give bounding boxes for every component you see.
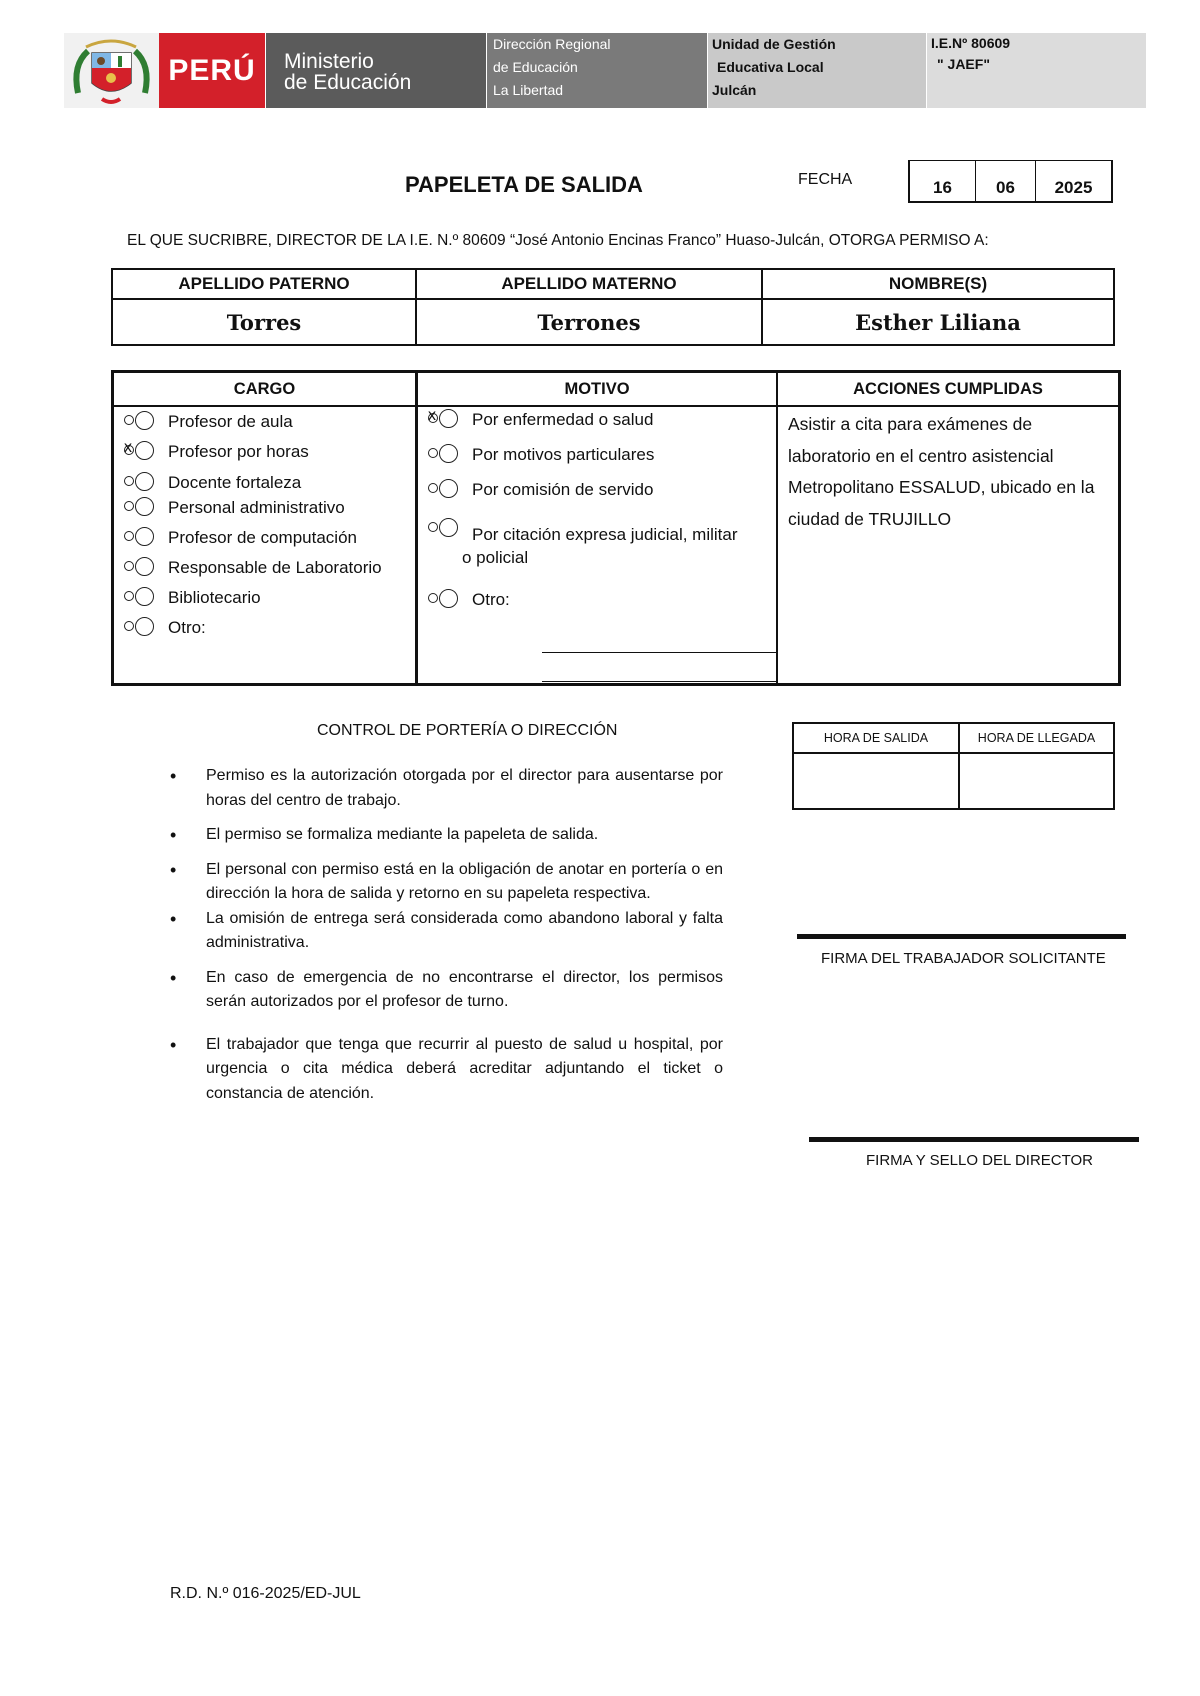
ministerio-line-2: de Educación (284, 71, 412, 94)
hora-salida-label: HORA DE SALIDA (793, 723, 959, 753)
document-title: PAPELETA DE SALIDA (405, 172, 643, 197)
bullet-icon: • (170, 1034, 177, 1055)
acciones-text[interactable]: Asistir a cita para exámenes de laboratorio en el centro asistencial Metropolitano ESSALUD, ubicado en la ciudad de TRUJILLO (788, 414, 1095, 529)
radio-icon[interactable] (124, 617, 168, 637)
cargo-option-label: Responsable de Laboratorio (168, 558, 382, 577)
rules-list (160, 764, 723, 1106)
dre-line-1: Dirección Regional (493, 36, 611, 52)
director-signature-label: FIRMA Y SELLO DEL DIRECTOR (866, 1152, 1094, 1169)
motivo-option-label: Por comisión de servido (472, 480, 654, 499)
bullet-icon: • (170, 859, 177, 880)
radio-icon[interactable] (124, 587, 168, 607)
rule-text: Permiso es la autorización otorgada por el director para ausentarse por horas del centro de trabajo. (206, 767, 723, 809)
ie-line-2: " JAEF" (937, 56, 990, 72)
ugel-line-2: Educativa Local (717, 59, 824, 75)
motivo-option-label: Por motivos particulares (472, 445, 655, 464)
motivo-otro-line-1 (542, 652, 776, 653)
fecha-year[interactable]: 2025 (1054, 178, 1093, 197)
bullet-icon: • (170, 766, 177, 786)
rule-text: En caso de emergencia de no encontrarse el director, los permisos serán autorizados por el profesor de turno. (206, 968, 723, 1010)
acciones-column (778, 373, 1118, 683)
bullet-icon: • (170, 825, 177, 845)
motivo-option-label: Por enfermedad o salud (472, 410, 654, 429)
radio-icon[interactable] (124, 527, 168, 547)
rule-item (160, 823, 723, 848)
radio-icon[interactable] (124, 472, 168, 492)
rule-text: El trabajador que tenga que recurrir al puesto de salud u hospital, por urgencia o cita médica deberá acreditar adjuntando el ticket o constancia de atención. (206, 1035, 723, 1102)
header-apellido-materno: APELLIDO MATERNO (416, 269, 762, 299)
motivo-option[interactable] (428, 518, 738, 568)
motivo-option[interactable] (428, 589, 510, 610)
radio-icon[interactable] (428, 589, 472, 609)
cargo-option-label: Profesor por horas (168, 442, 309, 461)
radio-icon[interactable]: x (428, 409, 472, 429)
ugel-line-3: Julcán (712, 82, 757, 98)
fecha-label: FECHA (798, 171, 853, 188)
cargo-option[interactable] (124, 441, 309, 462)
intro-statement: EL QUE SUCRIBRE, DIRECTOR DE LA I.E. N.º 80609 “José Antonio Encinas Franco” Huaso-Julcán, OTORGA PERMISO A: (127, 232, 989, 249)
acciones-header: ACCIONES CUMPLIDAS (778, 373, 1118, 407)
rule-text: El permiso se formaliza mediante la papeleta de salida. (206, 826, 599, 843)
cargo-option-label: Bibliotecario (168, 588, 261, 607)
dre-line-2: de Educación (493, 59, 578, 75)
ugel-line-1: Unidad de Gestión (712, 36, 836, 52)
rule-text: La omisión de entrega será considerada como abandono laboral y falta administrativa. (206, 909, 723, 951)
header-nombres: NOMBRE(S) (762, 269, 1114, 299)
motivo-column (418, 373, 778, 683)
motivo-option[interactable] (428, 409, 653, 430)
motivo-option-label: Por citación expresa judicial, militar (472, 525, 738, 544)
header-apellido-paterno: APELLIDO PATERNO (112, 269, 416, 299)
names-table (111, 268, 1115, 346)
cargo-option-label: Profesor de computación (168, 528, 357, 547)
ugel-label (708, 33, 926, 108)
cargo-option-label: Personal administrativo (168, 498, 345, 517)
value-nombres[interactable]: Esther Liliana (762, 299, 1114, 345)
cargo-option[interactable] (124, 527, 357, 548)
cargo-option-label: Docente fortaleza (168, 473, 302, 492)
hora-salida-field[interactable] (793, 753, 959, 809)
ie-label (927, 33, 1146, 108)
rule-item (160, 907, 723, 956)
cargo-header: CARGO (114, 373, 415, 407)
motivo-header: MOTIVO (418, 373, 776, 407)
rule-item (160, 966, 723, 1015)
hours-table (792, 722, 1115, 810)
radio-icon[interactable] (124, 497, 168, 517)
value-apellido-paterno[interactable]: Torres (112, 299, 416, 345)
motivo-otro-line-2 (542, 681, 776, 682)
fecha-day[interactable]: 16 (910, 161, 976, 201)
peru-brand-label: PERÚ (159, 33, 265, 108)
cargo-option[interactable] (124, 497, 345, 518)
control-title: CONTROL DE PORTERÍA O DIRECCIÓN (317, 722, 618, 739)
bullet-icon: • (170, 967, 177, 988)
dre-label (487, 33, 707, 108)
radio-icon[interactable] (428, 479, 472, 499)
motivo-option[interactable] (428, 479, 653, 500)
cargo-option-label: Otro: (168, 618, 206, 637)
rule-item (160, 764, 723, 813)
fecha-month[interactable]: 06 (976, 161, 1036, 201)
radio-icon[interactable] (124, 411, 168, 431)
bullet-icon: • (170, 908, 177, 929)
cargo-column (114, 373, 418, 683)
fecha-box (908, 160, 1113, 203)
cargo-option[interactable] (124, 472, 301, 493)
hora-llegada-field[interactable] (959, 753, 1114, 809)
radio-icon[interactable]: x (124, 441, 168, 461)
cargo-option-label: Profesor de aula (168, 412, 293, 431)
radio-icon[interactable] (428, 518, 472, 538)
value-apellido-materno[interactable]: Terrones (416, 299, 762, 345)
worker-signature-label: FIRMA DEL TRABAJADOR SOLICITANTE (821, 950, 1106, 967)
cargo-option[interactable] (124, 557, 382, 578)
resolution-footer: R.D. N.º 016-2025/ED-JUL (170, 1585, 361, 1602)
rule-text: El personal con permiso está en la obligación de anotar en portería o en dirección la hora de salida y retorno en su papeleta respectiva. (206, 860, 723, 902)
motivo-option-label-cont: o policial (462, 548, 529, 567)
hora-llegada-label: HORA DE LLEGADA (959, 723, 1114, 753)
ministerio-line-1: Ministerio (284, 50, 374, 73)
rule-item (160, 1033, 723, 1107)
ministerio-label (266, 33, 486, 108)
cargo-option[interactable] (124, 587, 261, 608)
peru-coat-of-arms-logo (64, 33, 159, 108)
radio-icon[interactable] (428, 444, 472, 464)
worker-signature-line[interactable] (797, 934, 1126, 939)
dre-line-3: La Libertad (493, 82, 564, 98)
rule-item (160, 858, 723, 907)
permission-details-table (111, 370, 1121, 686)
motivo-option-label: Otro: (472, 590, 510, 609)
radio-icon[interactable] (124, 557, 168, 577)
cargo-option[interactable] (124, 617, 206, 638)
director-signature-line[interactable] (809, 1137, 1139, 1142)
motivo-option[interactable] (428, 444, 654, 465)
cargo-option[interactable] (124, 411, 293, 432)
ie-line-1: I.E.Nº 80609 (931, 35, 1011, 51)
